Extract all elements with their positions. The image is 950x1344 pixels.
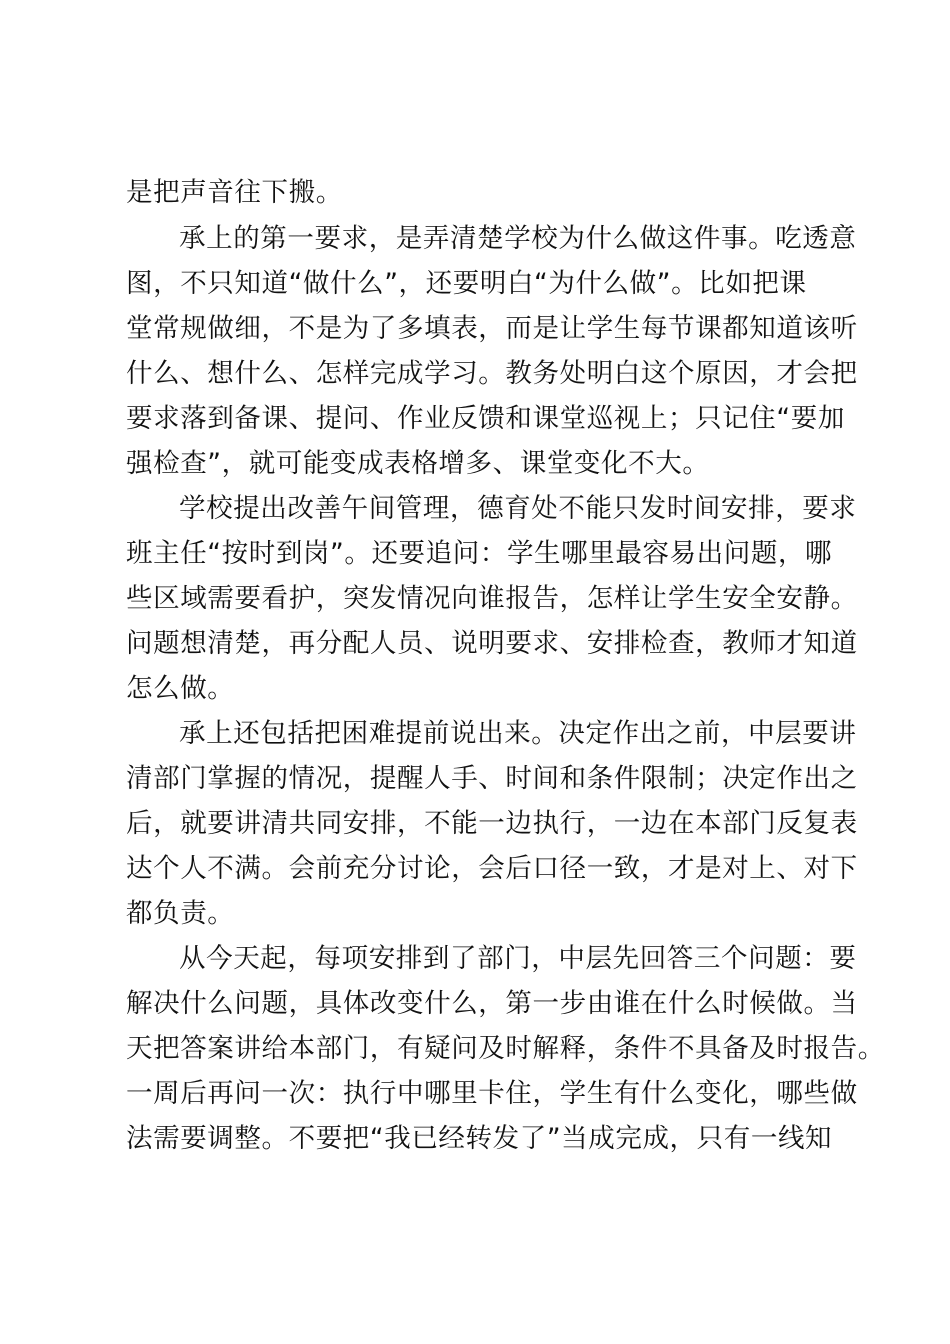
text-line: 达个人不满。会前充分讨论，会后口径一致，才是对上、对下 (126, 853, 858, 884)
text-line: 是把声音往下搬。 (126, 177, 343, 208)
text-line: 班主任“按时到岗”。还要追问：学生哪里最容易出问题，哪 (126, 538, 833, 569)
text-line: 些区域需要看护，突发情况向谁报告，怎样让学生安全安静。 (126, 583, 858, 614)
paragraph-first-line: 承上的第一要求，是弄清楚学校为什么做这件事。吃透意 (179, 223, 857, 254)
text-line: 图，不只知道“做什么”，还要明白“为什么做”。比如把课 (126, 268, 807, 299)
text-line: 堂常规做细，不是为了多填表，而是让学生每节课都知道该听 (126, 313, 858, 344)
text-line: 要求落到备课、提问、作业反馈和课堂巡视上；只记住“要加 (126, 403, 845, 434)
text-line: 强检查”，就可能变成表格增多、课堂变化不大。 (126, 448, 710, 479)
text-line: 解决什么问题，具体改变什么，第一步由谁在什么时候做。当 (126, 988, 858, 1019)
text-line: 天把答案讲给本部门，有疑问及时解释，条件不具备及时报告。 (126, 1033, 885, 1064)
text-line: 后，就要讲清共同安排，不能一边执行，一边在本部门反复表 (126, 808, 858, 839)
text-line: 什么、想什么、怎样完成学习。教务处明白这个原因，才会把 (126, 358, 858, 389)
text-line: 问题想清楚，再分配人员、说明要求、安排检查，教师才知道 (126, 628, 858, 659)
text-line: 怎么做。 (126, 673, 235, 704)
text-line: 都负责。 (126, 898, 235, 929)
paragraph-first-line: 学校提出改善午间管理，德育处不能只发时间安排，要求 (179, 493, 857, 524)
text-line: 清部门掌握的情况，提醒人手、时间和条件限制；决定作出之 (126, 763, 858, 794)
paragraph-first-line: 承上还包括把困难提前说出来。决定作出之前，中层要讲 (179, 718, 857, 749)
text-line: 法需要调整。不要把“我已经转发了”当成完成，只有一线知 (126, 1123, 833, 1154)
text-line: 一周后再问一次：执行中哪里卡住，学生有什么变化，哪些做 (126, 1078, 858, 1109)
paragraph-first-line: 从今天起，每项安排到了部门，中层先回答三个问题：要 (179, 943, 857, 974)
